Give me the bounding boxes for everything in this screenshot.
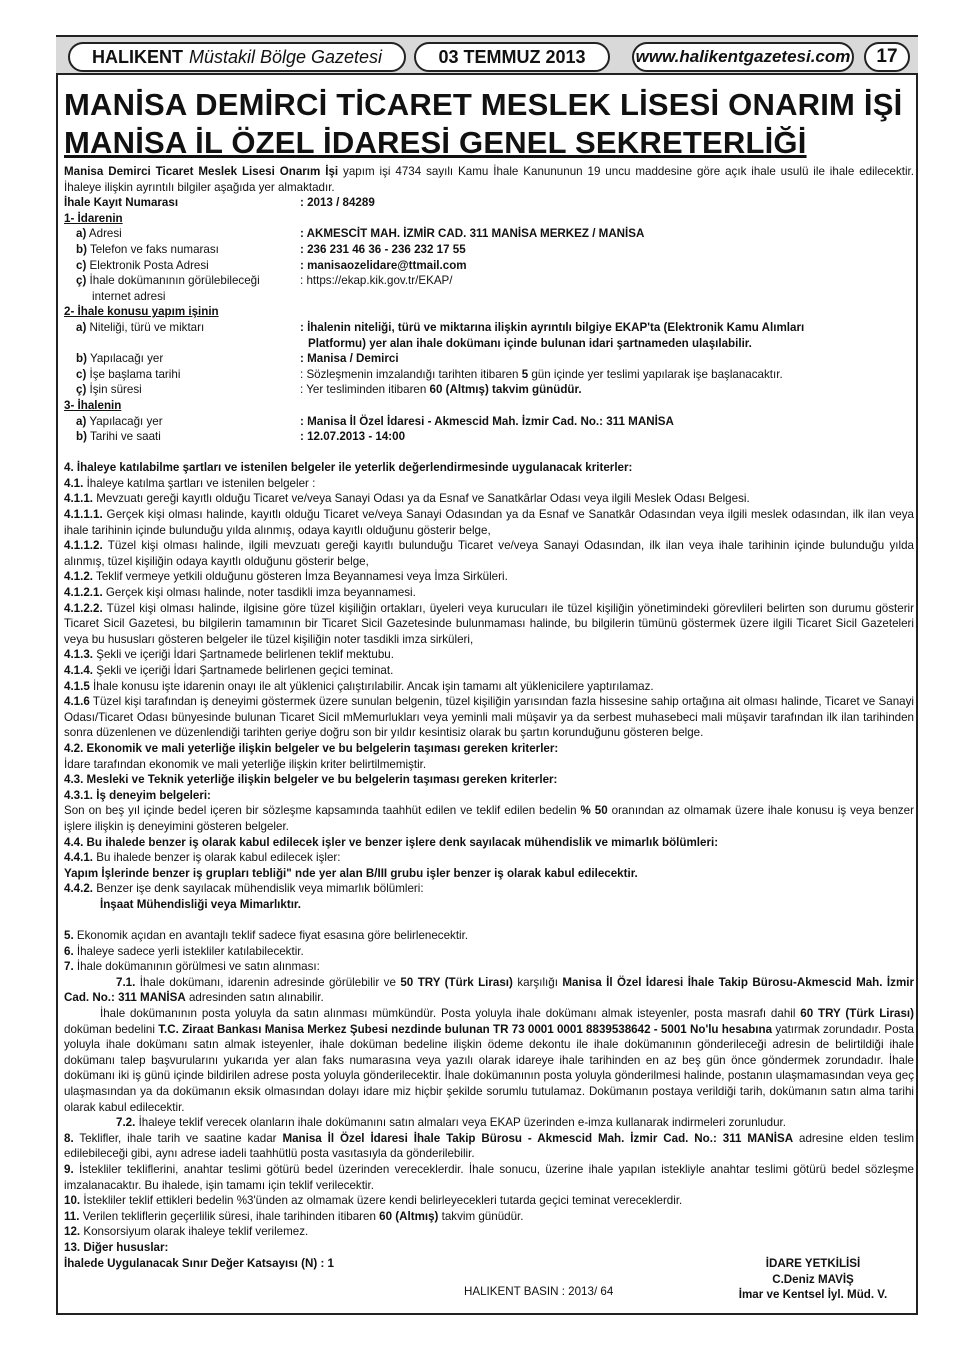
s3-place-row: a) Yapılacağı yer : Manisa İl Özel İdaresi - Akmescid Mah. İzmir Cad. No.: 311 MANİSA — [64, 414, 914, 430]
item-4-1-4: 4.1.4. Şekli ve içeriği İdari Şartnamede belirlenen geçici teminat. — [64, 664, 394, 677]
item-4-2: İdare tarafından ekonomik ve mali yeterliğe ilişkin kriter belirtilmemiştir. — [64, 757, 427, 771]
s3-date-row: b) Tarihi ve saati : 12.07.2013 - 14:00 — [64, 429, 914, 445]
title-line-1: MANİSA DEMİRCİ TİCARET MESLEK LİSESİ ONARIM İŞİ — [64, 87, 903, 122]
item-4-3-1: Son on beş yıl içinde bedel içeren bir sözleşme kapsamında taahhüt edilen ve teklif edilen bedelin % 50 oranından az olmamak üzere ihale konusu iş veya benzer işlere ilişkin iş deneyimini gösteren belgeler. — [64, 804, 914, 833]
s1-web-value[interactable]: : https://ekap.kik.gov.tr/EKAP/ — [300, 274, 453, 288]
item-7-2: 7.2. İhaleye teklif verecek olanların ihale dokümanını satın almaları veya EKAP üzerinden e-imza kullanarak indirmeleri zorunludur. — [116, 1116, 787, 1130]
issue-date: 03 TEMMUZ 2013 — [414, 42, 610, 72]
s1-address-row: a) Adresi : AKMESCİT MAH. İZMİR CAD. 311 MANİSA MERKEZ / MANİSA — [64, 226, 914, 242]
item-12: 12. Konsorsiyum olarak ihaleye teklif verilemez. — [64, 1225, 309, 1239]
item-4-4-1-bold: Yapım İşlerinde benzer iş grupları tebliği" nde yer alan B/III grubu işler benzer iş olarak kabul edilecektir. — [64, 866, 638, 880]
announcement-body — [64, 164, 914, 1271]
s2-nature-value: : İhalenin niteliği, türü ve miktarına ilişkin ayrıntılı bilgiye EKAP'ta (Elektronik Kamu Alımları Platformu) yer alan ihale dokümanı içinde bulunan idari şartnameden ulaşılabilir. — [300, 320, 805, 350]
item-4-1-5: 4.1.5 İhale konusu işte idarenin onayı ile alt yüklenici çalıştırılabilir. Ancak işin tamamı alt yüklenicilere yaptırılamaz. — [64, 679, 654, 693]
kayit-label: İhale Kayıt Numarası — [64, 196, 179, 210]
page-number: 17 — [864, 42, 910, 72]
newspaper-subtitle: Müstakil Bölge Gazetesi — [188, 46, 383, 67]
s2-place-value: : Manisa / Demirci — [300, 352, 399, 366]
s1-phone-row: b) Telefon ve faks numarası : 236 231 46 36 - 236 232 17 55 — [64, 242, 914, 258]
section-4-heading: 4. İhaleye katılabilme şartları ve istenilen belgeler ile yeterlik değerlendirmesinde uygulanacak kriterler: — [64, 461, 633, 475]
s3-place-value: : Manisa İl Özel İdaresi - Akmescid Mah. İzmir Cad. No.: 311 MANİSA — [300, 414, 674, 428]
s1-address-value: : AKMESCİT MAH. İZMİR CAD. 311 MANİSA MERKEZ / MANİSA — [300, 227, 645, 241]
item-11: 11. Verilen tekliflerin geçerlilik süresi, ihale tarihinden itibaren 60 (Altmış) takvim günüdür. — [64, 1209, 524, 1223]
newspaper-name — [68, 42, 406, 72]
item-4-1-1-1: 4.1.1.1. Gerçek kişi olması halinde, kayıtlı olduğu Ticaret ve/veya Sanayi Odasından ya da Esnaf ve Sanatkâr Odasından veya ilgili meslek odasından, ilk ilan veya ihale tarihinin içinde bulunduğu yılda alınmış, odaya kayıtlı olduğunu gösterir belge, — [64, 508, 914, 537]
s1-email-row: c) Elektronik Posta Adresi : manisaozelidare@ttmail.com — [64, 258, 914, 274]
intro-text: yapım işi 4734 sayılı Kamu İhale Kanununun 19 uncu maddesine göre açık ihale usulü ile ihale edilecektir. İhaleye ilişkin ayrıntılı bilgiler aşağıda yer almaktadır. — [64, 165, 914, 194]
s1-web-row: ç) İhale dokümanının görülebileceği internet adresi : https://ekap.kik.gov.tr/EKAP/ — [64, 273, 914, 304]
item-4-4-2-bold: İnşaat Mühendisliği veya Mimarlıktır. — [100, 897, 302, 911]
item-4-1-2: 4.1.2. Teklif vermeye yetkili olduğunu gösteren İmza Beyannamesi veya İmza Sirküleri. — [64, 570, 508, 584]
item-4-1-2-1: 4.1.2.1. Gerçek kişi olması halinde, noter tasdikli imza beyannamesi. — [64, 586, 416, 600]
s2-place-row: b) Yapılacağı yer : Manisa / Demirci — [64, 351, 914, 367]
item-5: 5. Ekonomik açıdan en avantajlı teklif sadece fiyat esasına göre belirlenecektir. — [64, 929, 469, 943]
item-9: 9. İstekliler tekliflerini, anahtar teslimi götürü bedel üzerinden vereceklerdir. İhale sonucu, üzerine ihale yapılan istekliyle anahtar teslimi götürü bedel sözleşme imzalanacaktır. Bu ihalede, işin tamamı için teklif verilecektir. — [64, 1163, 914, 1192]
item-4-4-2: 4.4.2. Benzer işe denk sayılacak mühendislik veya mimarlık bölümleri: — [64, 882, 424, 896]
item-4-2-heading: 4.2. Ekonomik ve mali yeterliğe ilişkin belgeler ve bu belgelerin taşıması gereken kriterler: — [64, 741, 559, 755]
section-2-heading: 2- İhale konusu yapım işinin — [64, 305, 219, 319]
signature-title: İDARE YETKİLİSİ — [765, 1257, 861, 1270]
s2-nature-row: a) Niteliği, türü ve miktarı : İhalenin niteliği, türü ve miktarına ilişkin ayrıntılı bilgiye EKAP'ta (Elektronik Kamu Alımları Platformu) yer alan ihale dokümanı içinde bulunan idari şartnameden ulaşılabilir. — [64, 320, 914, 351]
announcement-title — [64, 86, 914, 162]
item-4-3-heading: 4.3. Mesleki ve Teknik yeterliğe ilişkin belgeler ve bu belgelerin taşıması gereken kriterler: — [64, 773, 558, 787]
item-4-1-2-2: 4.1.2.2. Tüzel kişi olması halinde, ilgisine göre tüzel kişiliğin ortakları, üyeleri veya kurucuları ile tüzel kişiliğin yönetimindeki görevlileri belirten son durumu gösterir Ticaret Sicil Gazetesi, bu bilgilerin tamamının bir Ticaret Sicil Gazetesinde bulunmaması halinde, bu bilgilerin tümünü göstermek üzere ilgili Ticaret Sicil Gazeteleri veya bu hususları gösteren belgeler ile tüzel kişiliğin noter tasdikli imza sirküleri, — [64, 601, 914, 646]
title-line-2: MANİSA İL ÖZEL İDARESİ GENEL SEKRETERLİĞİ — [64, 125, 807, 160]
item-7: 7. İhale dokümanının görülmesi ve satın alınması: — [64, 960, 320, 974]
s1-phone-value: : 236 231 46 36 - 236 232 17 55 — [300, 242, 466, 256]
section-3-heading: 3- İhalenin — [64, 398, 122, 412]
item-4-4-1: 4.4.1. Bu ihalede benzer iş olarak kabul edilecek işler: — [64, 851, 341, 865]
item-4-1-3: 4.1.3. Şekli ve içeriği İdari Şartnamede belirlenen teklif mektubu. — [64, 648, 394, 662]
item-4-4-heading: 4.4. Bu ihalede benzer iş olarak kabul edilecek işler ve benzer işlere denk sayılacak mühendislik ve mimarlık bölümleri: — [64, 835, 719, 849]
item-13-limit: İhalede Uygulanacak Sınır Değer Katsayısı (N) : 1 — [64, 1256, 334, 1270]
item-10: 10. İstekliler teklif ettikleri bedelin %3'ünden az olmamak üzere kendi belirleyecekleri tutarda geçici teminat vereceklerdir. — [64, 1194, 683, 1208]
kayit-row — [64, 195, 914, 211]
item-7-1: 7.1. İhale dokümanı, idarenin adresinde görülebilir ve 50 TRY (Türk Lirası) karşılığı Manisa İl Özel İdaresi İhale Takip Bürosu-Akmescid Mah. İzmir Cad. No.: 311 MANİSA adresinden satın alınabilir. — [64, 975, 914, 1005]
signature-block — [718, 1256, 908, 1303]
intro-paragraph — [64, 164, 914, 195]
section-1-heading: 1- İdarenin — [64, 211, 123, 225]
s2-start-row: c) İşe başlama tarihi : Sözleşmenin imzalandığı tarihten itibaren 5 gün içinde yer teslimi yapılarak işe başlanacaktır. — [76, 367, 783, 381]
signature-name: C.Deniz MAVİŞ — [772, 1272, 854, 1286]
item-4-1-1-2: 4.1.1.2. Tüzel kişi olması halinde, ilgili mevzuatı gereği kayıtlı bulunduğu Ticaret ve/veya Sanayi Odasından, ilk ilan veya ihale tarihinin içinde bulunduğu yılda alınmış, tüzel kişiliğin odaya kayıtlı olduğunu gösterir belge, — [64, 539, 914, 568]
signature-role: İmar ve Kentsel İyl. Müd. V. — [738, 1288, 888, 1302]
newspaper-brand: HALIKENT — [91, 46, 183, 67]
website-link[interactable]: www.halikentgazetesi.com — [632, 42, 854, 72]
item-6: 6. İhaleye sadece yerli istekliler katılabilecektir. — [64, 944, 304, 958]
item-4-1: 4.1. İhaleye katılma şartları ve istenilen belgeler : — [64, 476, 316, 490]
intro-lead: Manisa Demirci Ticaret Meslek Lisesi Onarım İşi — [64, 165, 339, 178]
press-code: HALIKENT BASIN : 2013/ 64 — [464, 1285, 614, 1298]
item-8: 8. Teklifler, ihale tarih ve saatine kadar Manisa İl Özel İdaresi İhale Takip Bürosu - Akmescid Mah. İzmir Cad. No.: 311 MANİSA adresine elden teslim edilebileceği gibi, aynı adrese iadeli taahhütlü posta vasıtasıyla da gönderilebilir. — [64, 1131, 914, 1161]
item-7-1-post: İhale dokümanının posta yoluyla da satın alınması mümkündür. Posta yoluyla ihale dokümanı almak isteyenler, posta masrafı dahil 60 TRY (Türk Lirası) doküman bedelini T.C. Ziraat Bankası Manisa Merkez Şubesi nezdinde bulunan TR 73 0001 0001 8839538642 - 5001 No'lu hesabına yatırmak zorundadır. Posta yoluyla ihale dokümanı satın almak isteyenler, ihale doküman bedeline ilişkin ödeme dekontu ile ihale dokümanının gönderileceği adresin de belirtildiği ihale dokümanı talep başvurularını yukarıda yer alan faks numarasına veya yazılı olarak idareye ihale tarihinden en az beş gün önce göndermek zorundadır. İhale dokümanı iki iş günü içinde bildirilen adrese posta yoluyla gönderilecektir. İhale dokümanının posta yoluyla gönderilmesi halinde, postanın ulaşmamasından veya geç ulaşmasından ya da dokümanın eksik olmasından dolayı idare miz hiçbir şekilde sorumlu tutulamaz. Dokümanın postaya verildiği tarih, dokümanın satın alma tarihi olarak kabul edilecektir. — [64, 1007, 914, 1114]
item-4-1-6: 4.1.6 Tüzel kişi tarafından iş deneyimi göstermek üzere sunulan belgenin, tüzel kişiliğin yarısından fazla hissesine sahip ortağına ait olması halinde, Ticaret ve Sanayi Odası/Ticaret Odası bünyesinde bulunan Ticaret Sicil mMemurlukları veya yeminli mali müşavir ya da serbest muhasebeci mali müşavir tarafından ilk ilan tarihinden sonra düzenlenen ve düzenlendiği tarihten geriye doğru son bir yıldır kesintisiz olarak bu şartın korunduğunu gösteren belge. — [64, 695, 914, 740]
s2-duration-row: ç) İşin süresi : Yer tesliminden itibaren 60 (Altmış) takvim günüdür. — [76, 383, 582, 397]
item-13: 13. Diğer hususlar: — [64, 1240, 169, 1254]
s3-date-value: : 12.07.2013 - 14:00 — [300, 430, 406, 444]
s1-email-value[interactable]: : manisaozelidare@ttmail.com — [300, 258, 467, 272]
item-4-3-1-heading: 4.3.1. İş deneyim belgeleri: — [64, 788, 211, 802]
kayit-value: : 2013 / 84289 — [300, 196, 375, 210]
item-4-1-1: 4.1.1. Mevzuatı gereği kayıtlı olduğu Ticaret ve/veya Sanayi Odası ya da Esnaf ve Sanatkârlar Odası veya ilgili Meslek Odası Belgesi. — [64, 492, 750, 506]
